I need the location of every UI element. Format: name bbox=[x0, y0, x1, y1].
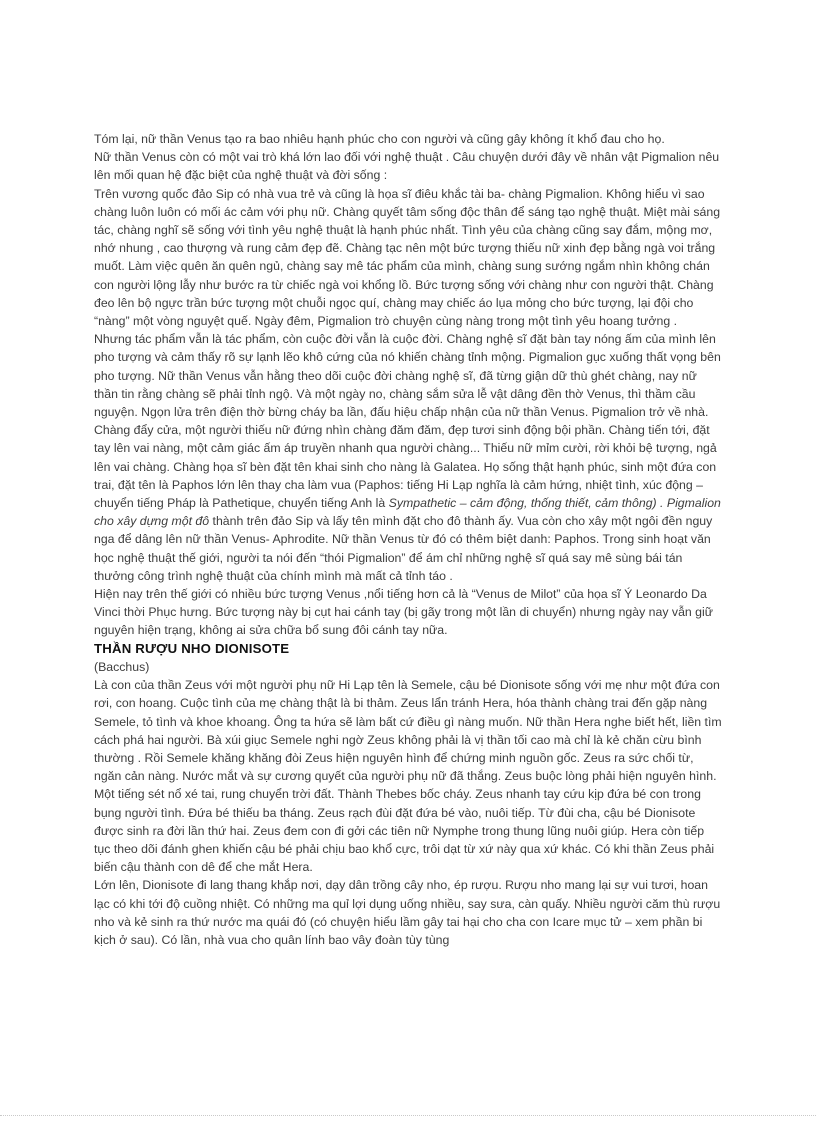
document-body bbox=[94, 130, 722, 949]
paragraph-text: Nhưng tác phẩm vẫn là tác phẩm, còn cuộc đời vẫn là cuộc đời. Chàng nghệ sĩ đặt bàn tay nóng ấm của mình lên pho tượng và cảm thấy rõ sự lạnh lẽo khô cứng của nó khiến chàng tỉnh mộng. Pigmalion gục xuống thất vọng bên pho tượng. Nữ thần Venus vẫn hằng theo dõi cuộc đời chàng nghệ sĩ, đã từng giận dữ thù ghét chàng, nay nữ thần tin rằng chàng sẽ phải tỉnh ngộ. Và một ngày no, chàng sắm sửa lễ vật dâng đền thờ Venus, thì thầm cầu nguyện. Ngọn lửa trên điện thờ bừng cháy ba lần, đấu hiệu chấp nhận của nữ thần Venus. Pigmalion trở về nhà. Chàng đẩy cửa, một người thiếu nữ đứng nhìn chàng đăm đăm, đẹp tươi sinh động bội phần. Chàng tiến tới, đặt tay lên vai nàng, một cảm giác ấm áp truyền nhanh qua người chàng... Thiếu nữ mỉm cười, rời khỏi bệ tượng, ngả lên vai chàng. Chàng họa sĩ bèn đặt tên khai sinh cho nàng là Galatea. Họ sống thật hạnh phúc, sinh một đứa con trai, đặt tên là Paphos lớn lên thay cha làm vua (Paphos: tiếng Hi Lạp nghĩa là cảm hứng, nhiệt tình, xúc động – chuyển tiếng Pháp là Pathetique, chuyển tiếng Anh là bbox=[94, 332, 721, 511]
heading-text: THẦN RƯỢU NHO DIONISOTE bbox=[94, 640, 290, 656]
paragraph-text: (Bacchus) bbox=[94, 659, 150, 674]
paragraph-text: Hiện nay trên thế giới có nhiều bức tượng Venus ,nổi tiếng hơn cả là “Venus de Milot” của họa sĩ Ý Leonardo Da Vinci thời Phục hưng. Bức tượng này bị cụt hai cánh tay (bị gãy trong một lần di chuyển) nhưng ngày nay vẫn giữ nguyên hiện trạng, không ai sửa chữa bổ sung đôi cánh tay nữa. bbox=[94, 587, 713, 638]
page-bottom-divider bbox=[0, 1115, 816, 1116]
paragraph bbox=[94, 130, 722, 148]
paragraph-text: thành trên đảo Sip và lấy tên mình đặt cho đô thành ấy. Vua còn cho xây một ngôi đền nguy nga để dâng lên nữ thần Venus- Aphrodite. Nữ thần Venus từ đó có thêm biệt danh: Paphos. Trong sinh hoạt văn học nghệ thuật thế giới, người ta nói đến “thói Pigmalion” để ám chỉ những nghệ sĩ quá say mê sùng bái tán thưởng công trình nghệ thuật của chính mình mà mất cả tỉnh táo . bbox=[94, 514, 713, 583]
document-page bbox=[94, 0, 722, 1123]
paragraph bbox=[94, 330, 722, 585]
paragraph bbox=[94, 185, 722, 331]
paragraph bbox=[94, 148, 722, 184]
paragraph bbox=[94, 676, 722, 876]
section-heading bbox=[94, 640, 722, 658]
italic-text: Sympathetic – cảm động, thống thiết, cảm thông) . Pigmalion cho xây dựng một đô bbox=[94, 496, 721, 529]
paragraph-text: Lớn lên, Dionisote đi lang thang khắp nơi, dạy dân trồng cây nho, ép rượu. Rượu nho mang lại sự vui tươi, hoan lạc có khi tới độ cuồng nhiệt. Có những ma quỉ lợi dụng uống nhiều, say sưa, càn quấy. Nhiều người căm thù rượu nho và kẻ sinh ra thứ nước ma quái đó (có chuyện hiểu lầm gây tai hại cho cha con Icare mục tử – xem phần bi kịch ở sau). Có lần, nhà vua cho quân lính bao vây đoàn tùy tùng bbox=[94, 878, 721, 947]
paragraph bbox=[94, 658, 722, 676]
paragraph-text: Tóm lại, nữ thần Venus tạo ra bao nhiêu hạnh phúc cho con người và cũng gây không ít khổ đau cho họ. bbox=[94, 132, 665, 146]
paragraph bbox=[94, 876, 722, 949]
paragraph-text: Nữ thần Venus còn có một vai trò khá lớn lao đối với nghệ thuật . Câu chuyện dưới đây về nhân vật Pigmalion nêu lên mối quan hệ đặc biệt của nghệ thuật và đời sống : bbox=[94, 150, 720, 183]
paragraph bbox=[94, 585, 722, 640]
paragraph-text: Là con của thần Zeus với một người phụ nữ Hi Lạp tên là Semele, cậu bé Dionisote sống với mẹ như một đứa con rơi, con hoang. Cuộc tình của mẹ chàng thật là bi thảm. Zeus lẩn tránh Hera, hóa thành chàng trai đến gặp nàng Semele, tỏ tình và khoe khoang. Ông ta hứa sẽ làm bất cứ điều gì nàng muốn. Nữ thần Hera nghe biết hết, liền tìm cách phá hai người. Bà xúi giục Semele nghi ngờ Zeus không phải là vị thần tối cao mà chỉ là kẻ chăn cừu bình thường . Rồi Semele khăng khăng đòi Zeus hiện nguyên hình để chứng minh nguồn gốc. Zeus ra sức chối từ, ngăn cản nàng. Nước mắt và sự cương quyết của người phụ nữ đã thắng. Zeus buộc lòng phải hiện nguyên hình. Một tiếng sét nổ xé tai, rung chuyển trời đất. Thành Thebes bốc cháy. Zeus nhanh tay cứu kịp đứa bé con trong bụng người tình. Đứa bé thiếu ba tháng. Zeus rạch đùi đặt đứa bé vào, nuôi tiếp. Từ đùi cha, cậu bé Dionisote được sinh ra đời lần thứ hai. Zeus đem con đi gởi các tiên nữ Nymphe trong thung lũng nuôi giúp. Hera còn tiếp tục theo dõi đánh ghen khiến cậu bé phải chịu bao khổ cực, trôi dạt từ xứ này qua xứ khác. Có khi thần Zeus phải biến cậu thành con dê để che mắt Hera. bbox=[94, 678, 722, 875]
paragraph-text: Trên vương quốc đảo Sip có nhà vua trẻ và cũng là họa sĩ điêu khắc tài ba- chàng Pigmalion. Không hiểu vì sao chàng luôn luôn có mối ác cảm với phụ nữ. Chàng quyết tâm sống độc thân để sáng tạo nghệ thuật. Miệt mài sáng tác, chàng nghĩ sẽ sống với tình yêu nghệ thuật là hạnh phúc nhất. Tình yêu của chàng cũng say đắm, mộng mơ, nhớ nhung , cao thượng và rung cảm đẹp đẽ. Chàng tạc nên một bức tượng thiếu nữ xinh đẹp bằng ngà voi trắng muốt. Làm việc quên ăn quên ngủ, chàng say mê tác phẩm của mình, chàng sung sướng ngắm nhìn không chán con người lộng lẫy như bước ra từ chiếc ngà voi khổng lồ. Bức tượng sống với chàng như con người thật. Chàng đeo lên bộ ngực trần bức tượng một chuỗi ngọc quí, chàng may chiếc áo lụa mỏng cho bức tượng, lại đội cho “nàng” một vòng nguyệt quế. Ngày đêm, Pigmalion trò chuyện cùng nàng trong một tình yêu hoang tưởng . bbox=[94, 186, 721, 329]
